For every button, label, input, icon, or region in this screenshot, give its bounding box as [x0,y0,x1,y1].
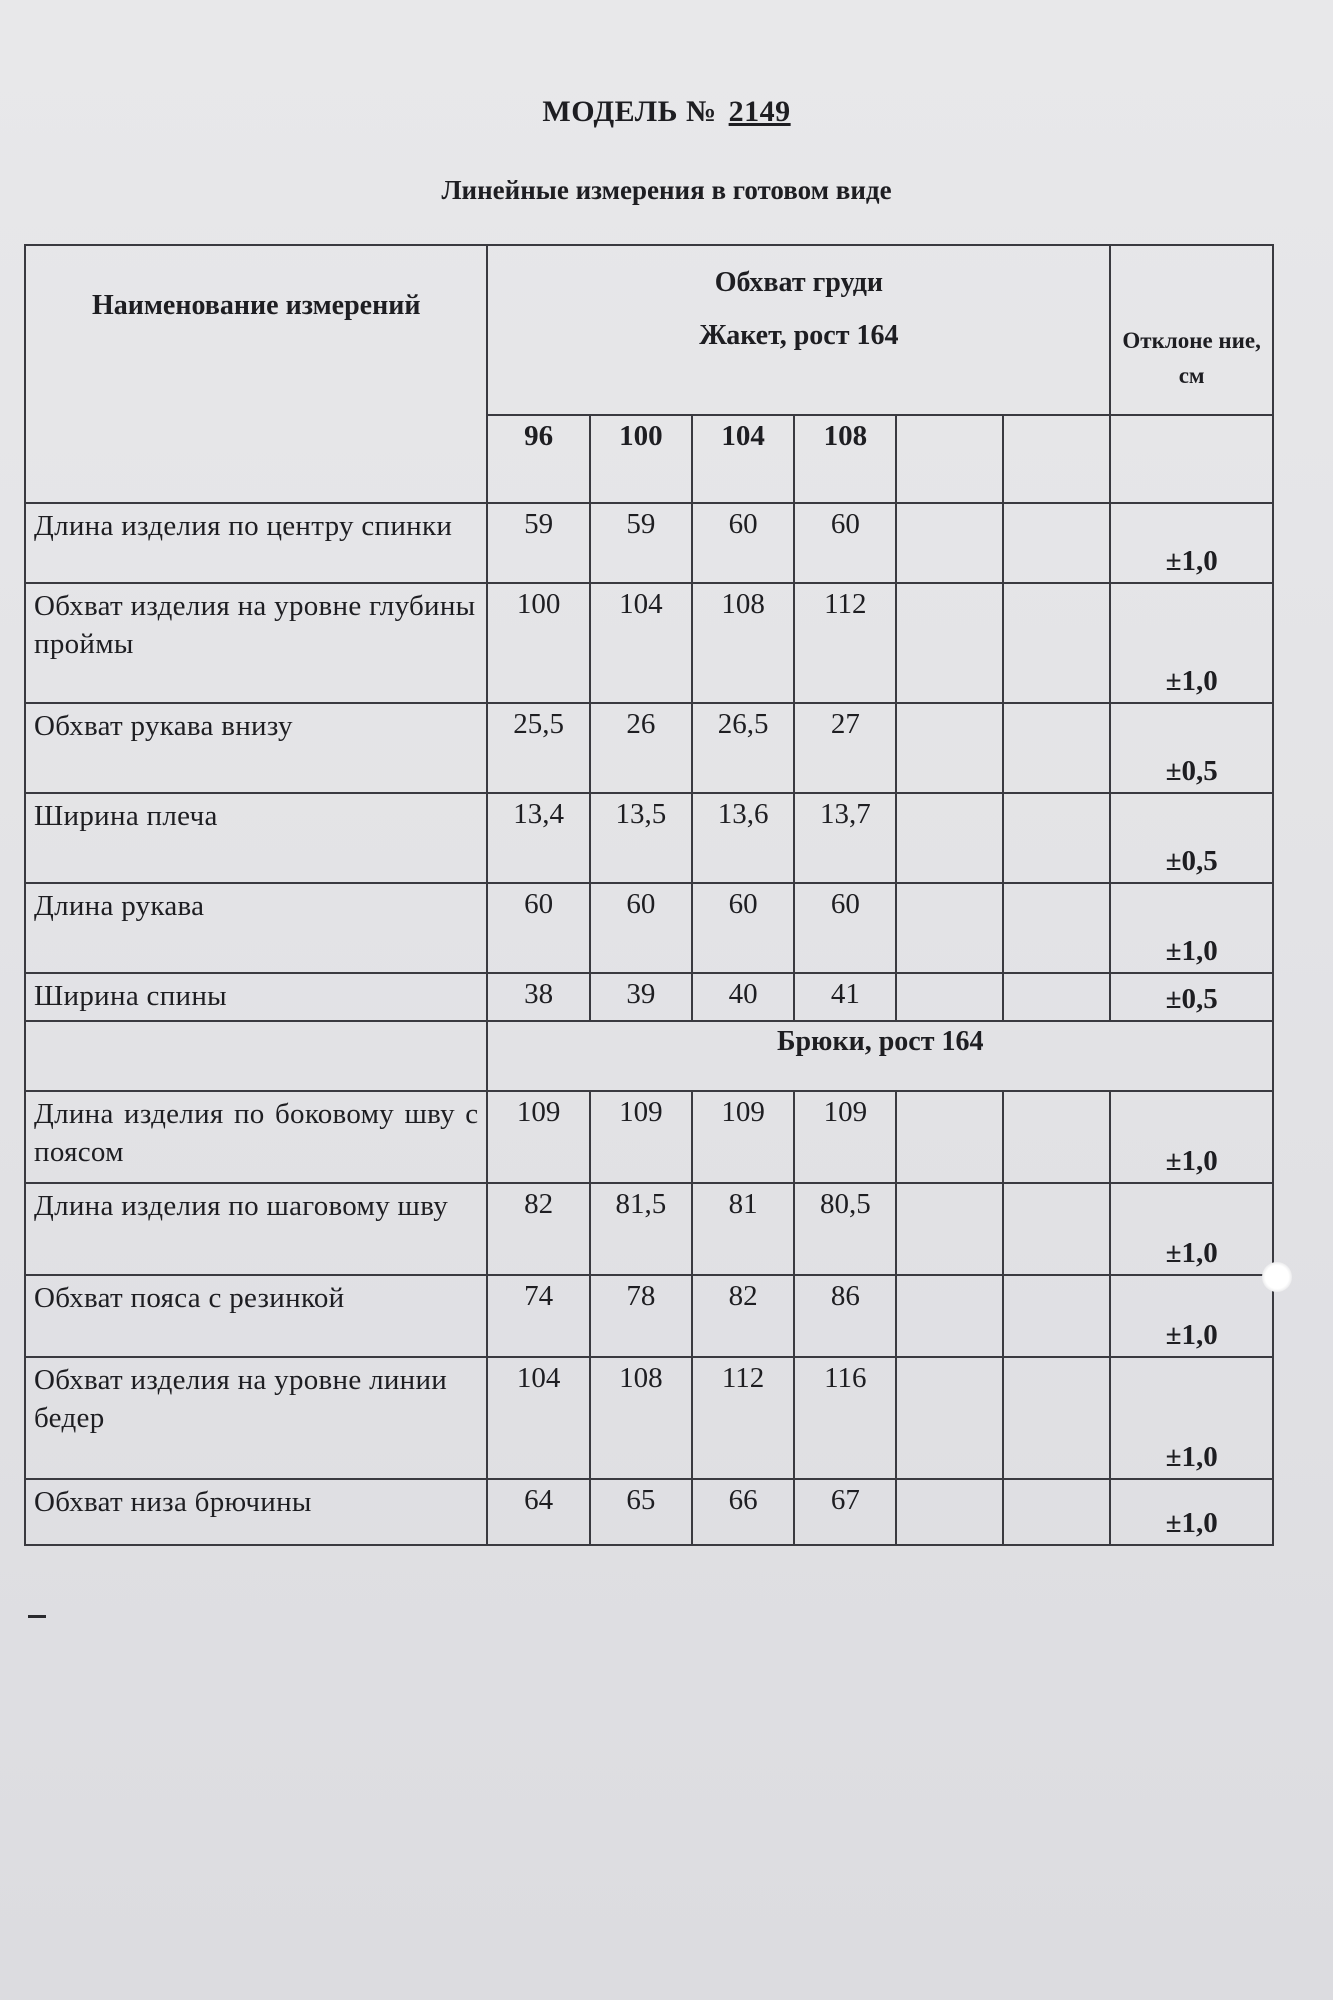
measurement-value: 40 [692,973,794,1021]
measurement-name: Обхват низа брючины [25,1479,487,1545]
measurement-value: 86 [794,1275,896,1357]
measurement-value: 59 [590,503,692,583]
measurement-name: Обхват рукава внизу [25,703,487,793]
header-group-cell [487,245,1110,415]
size-header-cell: 108 [794,415,896,503]
empty-cell [896,1183,1003,1275]
measurement-value: 26 [590,703,692,793]
deviation-value: ±1,0 [1110,883,1273,973]
empty-cell [896,973,1003,1021]
empty-cell [896,503,1003,583]
measurement-value: 60 [487,883,589,973]
size-header-cell: 104 [692,415,794,503]
measurement-value: 38 [487,973,589,1021]
measurement-value: 60 [692,503,794,583]
empty-cell [1110,415,1273,503]
measurement-value: 25,5 [487,703,589,793]
measurement-value: 67 [794,1479,896,1545]
deviation-value: ±0,5 [1110,793,1273,883]
measurement-value: 59 [487,503,589,583]
deviation-value: ±1,0 [1110,1183,1273,1275]
deviation-value: ±0,5 [1110,973,1273,1021]
deviation-value: ±1,0 [1110,1357,1273,1479]
measurement-value: 116 [794,1357,896,1479]
table-row [25,793,1273,883]
empty-cell [896,415,1003,503]
measurement-name: Обхват изделия на уровне глубины проймы [25,583,487,703]
measurement-value: 82 [487,1183,589,1275]
measurement-value: 65 [590,1479,692,1545]
section-row [25,1021,1273,1091]
measurement-value: 64 [487,1479,589,1545]
measurement-value: 27 [794,703,896,793]
measurement-value: 66 [692,1479,794,1545]
punch-hole [1262,1262,1292,1292]
table-row [25,1357,1273,1479]
measurement-name: Длина изделия по шаговому шву [25,1183,487,1275]
measurement-name: Длина рукава [25,883,487,973]
measurement-value: 109 [692,1091,794,1183]
jacket-rows [25,503,1273,1021]
size-header-cell: 100 [590,415,692,503]
deviation-value: ±1,0 [1110,1091,1273,1183]
table-row [25,583,1273,703]
document-subtitle: Линейные измерения в готовом виде [441,175,892,205]
model-title [0,95,1333,129]
measurement-value: 112 [692,1357,794,1479]
measurement-value: 108 [590,1357,692,1479]
measurement-value: 80,5 [794,1183,896,1275]
measurement-value: 81 [692,1183,794,1275]
empty-cell [1003,793,1110,883]
measurement-value: 112 [794,583,896,703]
measurement-name: Обхват пояса с резинкой [25,1275,487,1357]
empty-cell [896,1275,1003,1357]
empty-cell [1003,703,1110,793]
measurement-name: Обхват изделия на уровне линии бедер [25,1357,487,1479]
trousers-section-title: Брюки, рост 164 [487,1021,1273,1091]
measurement-value: 60 [794,883,896,973]
measurement-name: Длина изделия по центру спинки [25,503,487,583]
measurement-value: 82 [692,1275,794,1357]
empty-cell [1003,973,1110,1021]
measurement-name: Ширина спины [25,973,487,1021]
stray-dash-mark [28,1615,46,1618]
measurement-value: 39 [590,973,692,1021]
empty-cell [1003,583,1110,703]
table-row [25,1275,1273,1357]
deviation-value: ±1,0 [1110,583,1273,703]
empty-cell [25,1021,487,1091]
empty-cell [1003,415,1110,503]
measurement-value: 109 [794,1091,896,1183]
measurement-value: 41 [794,973,896,1021]
table-row [25,883,1273,973]
header-group-title: Обхват груди [714,267,884,298]
measurement-value: 60 [692,883,794,973]
size-header-cell: 96 [487,415,589,503]
empty-cell [896,1357,1003,1479]
empty-cell [896,1479,1003,1545]
model-number: 2149 [728,95,791,128]
measurement-value: 13,6 [692,793,794,883]
empty-cell [896,793,1003,883]
deviation-value: ±0,5 [1110,703,1273,793]
measurement-name: Длина изделия по боковому шву с поясом [25,1091,487,1183]
measurement-value: 60 [590,883,692,973]
empty-cell [1003,1183,1110,1275]
empty-cell [1003,1275,1110,1357]
table-header-row [25,245,1273,415]
measurement-value: 100 [487,583,589,703]
empty-cell [1003,883,1110,973]
measurement-name: Ширина плеча [25,793,487,883]
empty-cell [896,703,1003,793]
header-deviation-cell: Отклоне ние, см [1110,245,1273,415]
empty-cell [1003,1091,1110,1183]
empty-cell [896,583,1003,703]
table-row [25,703,1273,793]
measurement-value: 78 [590,1275,692,1357]
deviation-value: ±1,0 [1110,1479,1273,1545]
measurement-value: 60 [794,503,896,583]
header-name-cell: Наименование измерений [25,245,487,503]
measurement-value: 13,4 [487,793,589,883]
measurement-value: 13,5 [590,793,692,883]
measurement-value: 74 [487,1275,589,1357]
measurement-value: 81,5 [590,1183,692,1275]
measurement-value: 109 [590,1091,692,1183]
measurement-value: 109 [487,1091,589,1183]
table-row [25,503,1273,583]
table-row [25,1183,1273,1275]
measurement-value: 104 [487,1357,589,1479]
header-group-subtitle: Жакет, рост 164 [699,320,899,352]
deviation-value: ±1,0 [1110,1275,1273,1357]
empty-cell [1003,1479,1110,1545]
measurement-value: 108 [692,583,794,703]
table-row [25,973,1273,1021]
trousers-rows [25,1091,1273,1545]
measurement-value: 13,7 [794,793,896,883]
table-row [25,1479,1273,1545]
model-title-prefix: МОДЕЛЬ № [542,95,717,128]
measurement-value: 104 [590,583,692,703]
deviation-value: ±1,0 [1110,503,1273,583]
table-row [25,1091,1273,1183]
empty-cell [896,1091,1003,1183]
measurements-table [24,244,1274,1546]
empty-cell [1003,1357,1110,1479]
empty-cell [896,883,1003,973]
empty-cell [1003,503,1110,583]
measurement-value: 26,5 [692,703,794,793]
